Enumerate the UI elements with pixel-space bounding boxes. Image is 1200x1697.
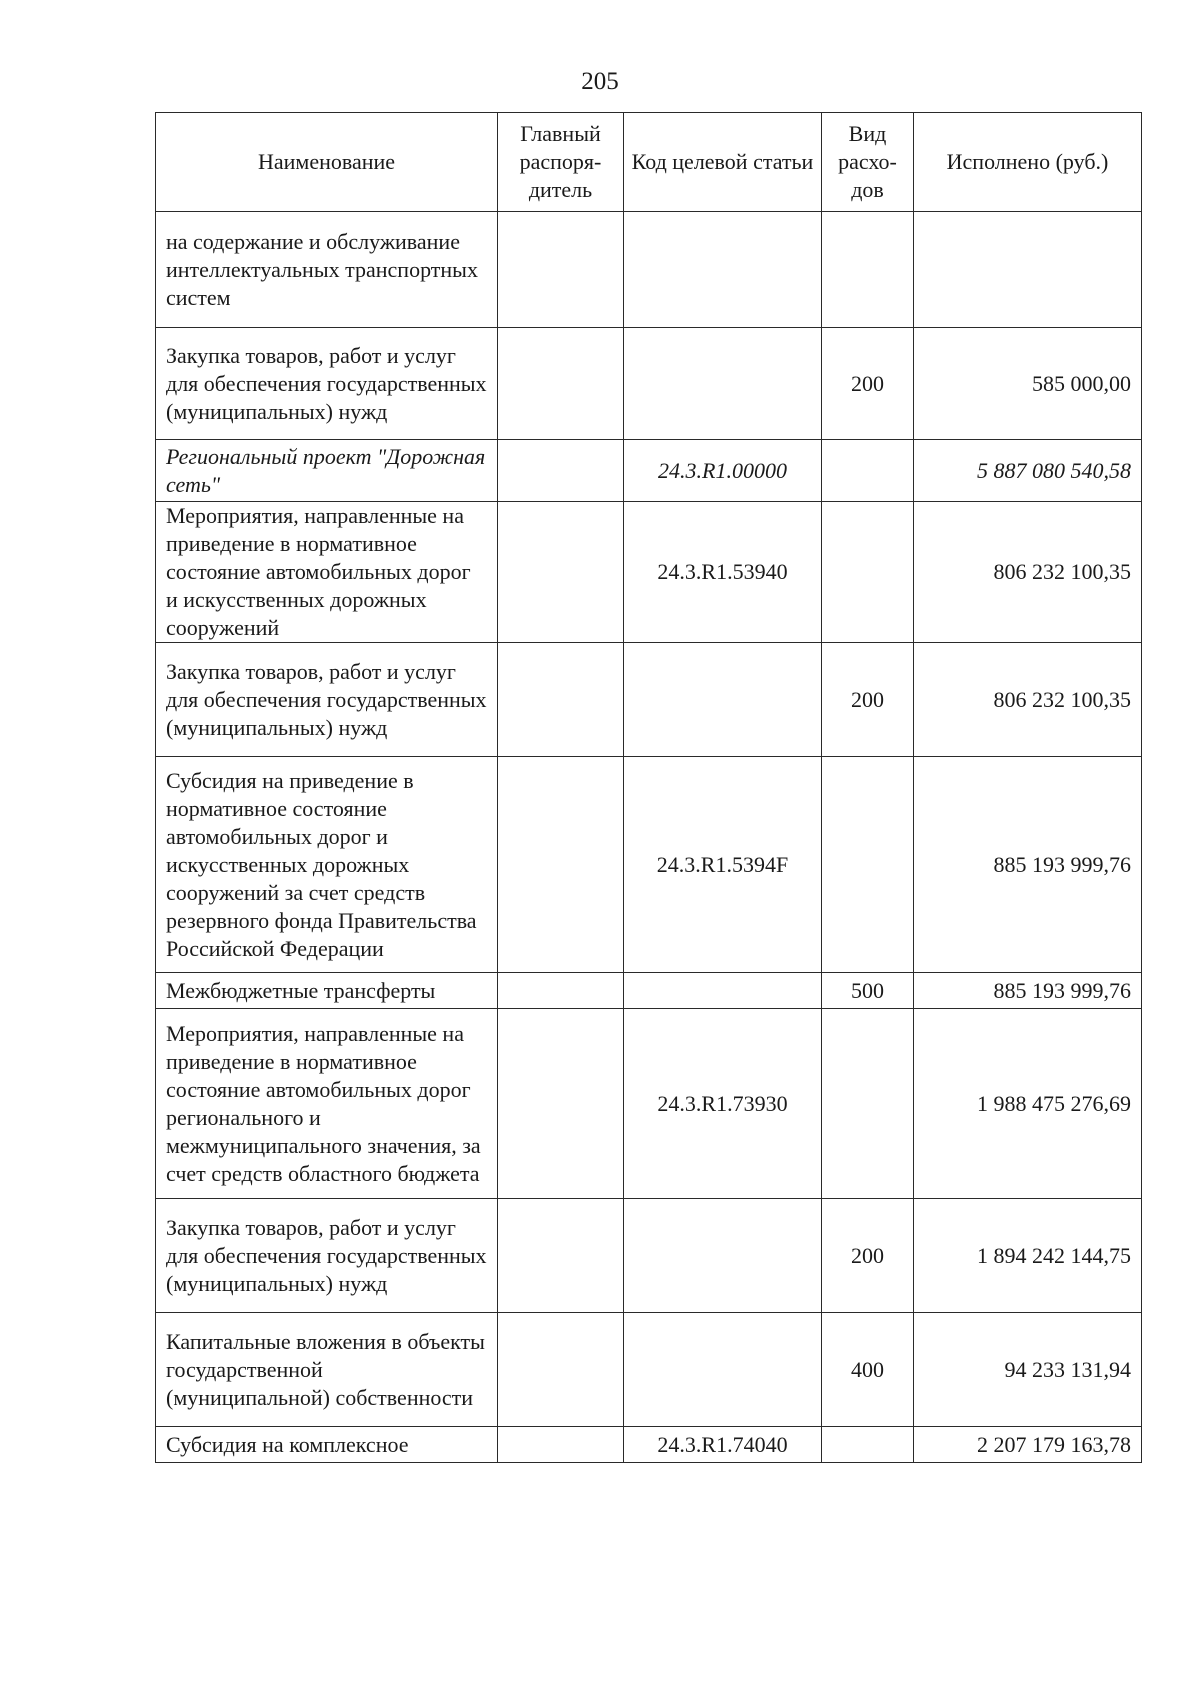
row-amount-cell [914,212,1142,328]
row-amount-cell: 94 233 131,94 [914,1313,1142,1427]
header-manager: Главный распоря- дитель [498,113,624,212]
row-amount-cell: 585 000,00 [914,328,1142,440]
row-amount-cell: 885 193 999,76 [914,757,1142,973]
table-row [156,1427,1142,1463]
row-manager-cell [498,212,624,328]
header-code: Код целевой статьи [624,113,822,212]
row-code-cell [624,643,822,757]
row-kind-cell: 500 [822,973,914,1009]
header-name: Наименование [156,113,498,212]
row-manager-cell [498,502,624,643]
row-name-cell: Субсидия на приведение в нормативное состояние автомобильных дорог и искусственных дорожных сооружений за счет средств резервного фонда Правительства Российской Федерации [156,757,498,973]
row-amount-cell: 2 207 179 163,78 [914,1427,1142,1463]
row-name-cell: на содержание и обслуживание интеллектуальных транспортных систем [156,212,498,328]
row-manager-cell [498,1199,624,1313]
table-row [156,1199,1142,1313]
row-manager-cell [498,643,624,757]
header-executed: Исполнено (руб.) [914,113,1142,212]
row-code-cell [624,328,822,440]
row-amount-cell: 1 988 475 276,69 [914,1009,1142,1199]
row-kind-cell: 200 [822,643,914,757]
row-code-cell [624,212,822,328]
row-name-cell: Закупка товаров, работ и услуг для обеспечения государственных (муниципальных) нужд [156,1199,498,1313]
table-row [156,328,1142,440]
row-kind-cell [822,502,914,643]
row-name-cell: Межбюджетные трансферты [156,973,498,1009]
row-code-cell [624,1199,822,1313]
row-name-cell: Закупка товаров, работ и услуг для обеспечения государственных (муниципальных) нужд [156,328,498,440]
table-row [156,643,1142,757]
row-code-cell [624,1313,822,1427]
table-row [156,973,1142,1009]
table-row [156,1313,1142,1427]
table-row [156,212,1142,328]
table-header-row [156,113,1142,212]
row-amount-cell: 806 232 100,35 [914,643,1142,757]
row-kind-cell [822,212,914,328]
table-row [156,502,1142,643]
row-code-cell: 24.3.R1.00000 [624,440,822,502]
table-row [156,757,1142,973]
row-code-cell: 24.3.R1.73930 [624,1009,822,1199]
table-row [156,440,1142,502]
row-manager-cell [498,1313,624,1427]
table-row [156,1009,1142,1199]
row-name-cell: Закупка товаров, работ и услуг для обеспечения государственных (муниципальных) нужд [156,643,498,757]
row-code-cell: 24.3.R1.53940 [624,502,822,643]
row-name-cell: Региональный проект "Дорожная сеть" [156,440,498,502]
row-kind-cell: 200 [822,1199,914,1313]
row-name-cell: Мероприятия, направленные на приведение в нормативное состояние автомобильных дорог и искусственных дорожных сооружений [156,502,498,643]
page-number: 205 [581,68,619,95]
header-kind: Вид расхо- дов [822,113,914,212]
row-kind-cell: 200 [822,328,914,440]
row-kind-cell [822,440,914,502]
row-kind-cell: 400 [822,1313,914,1427]
table-body [156,212,1142,1463]
row-name-cell: Мероприятия, направленные на приведение в нормативное состояние автомобильных дорог регионального и межмуниципального значения, за счет средств областного бюджета [156,1009,498,1199]
row-amount-cell: 1 894 242 144,75 [914,1199,1142,1313]
row-code-cell [624,973,822,1009]
row-manager-cell [498,1009,624,1199]
row-code-cell: 24.3.R1.74040 [624,1427,822,1463]
row-kind-cell [822,1427,914,1463]
row-kind-cell [822,757,914,973]
row-manager-cell [498,973,624,1009]
row-name-cell: Субсидия на комплексное [156,1427,498,1463]
row-code-cell: 24.3.R1.5394F [624,757,822,973]
row-manager-cell [498,440,624,502]
row-manager-cell [498,328,624,440]
row-manager-cell [498,1427,624,1463]
row-name-cell: Капитальные вложения в объекты государственной (муниципальной) собственности [156,1313,498,1427]
budget-table [155,112,1142,1463]
row-kind-cell [822,1009,914,1199]
row-manager-cell [498,757,624,973]
row-amount-cell: 885 193 999,76 [914,973,1142,1009]
row-amount-cell: 806 232 100,35 [914,502,1142,643]
row-amount-cell: 5 887 080 540,58 [914,440,1142,502]
